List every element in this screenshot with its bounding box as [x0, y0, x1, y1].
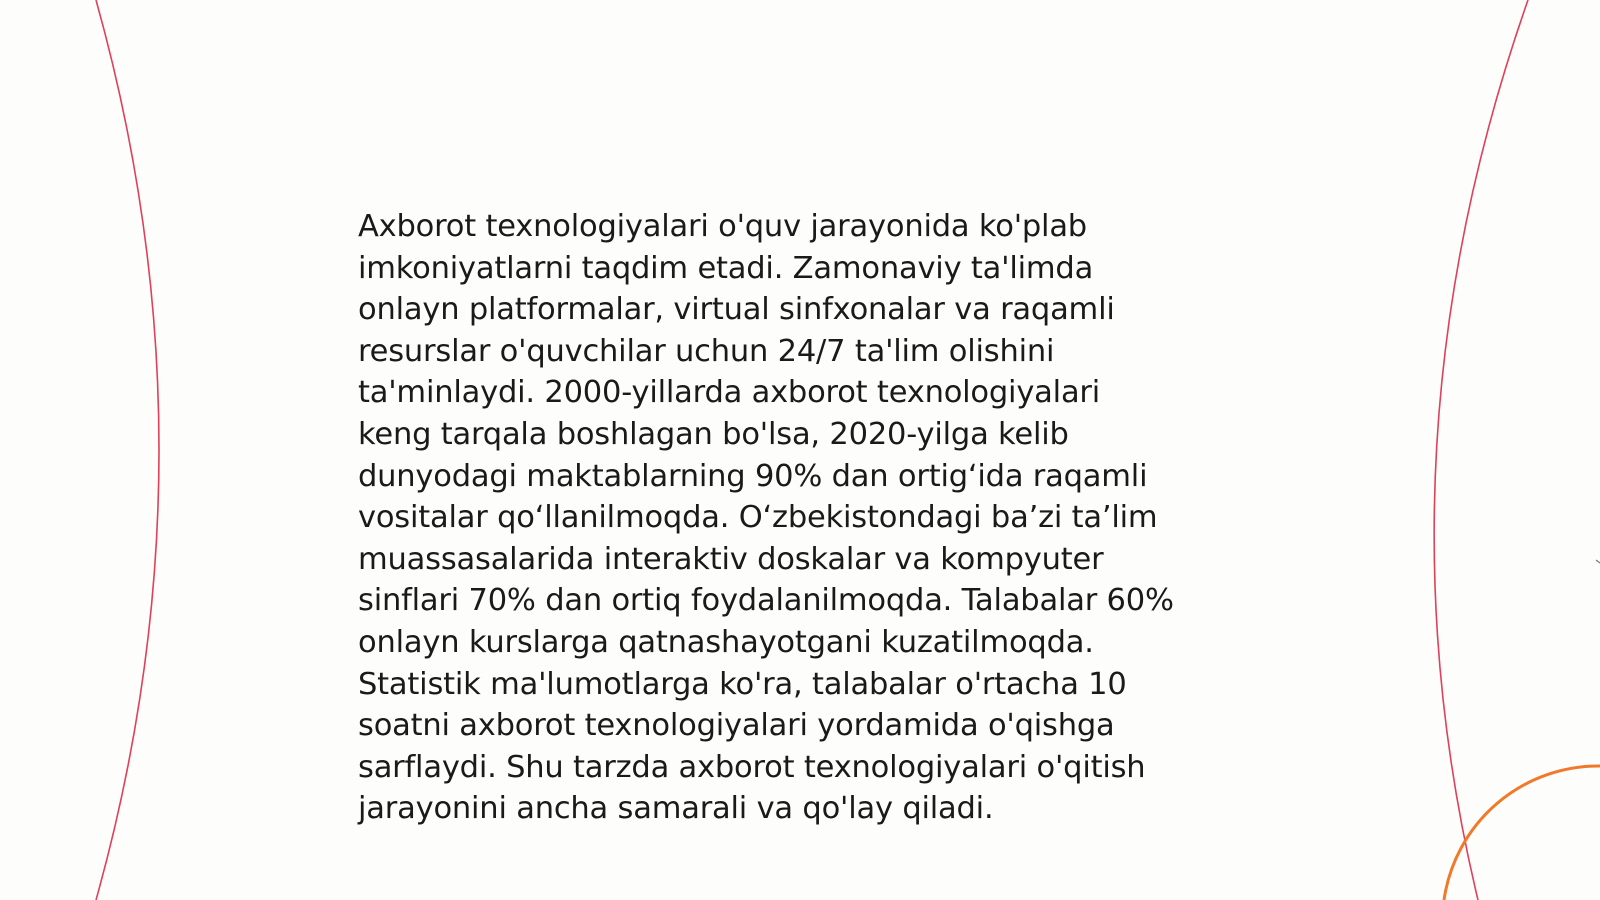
text-line: sinflari 70% dan ortiq foydalanilmoqda. Talabalar 60%: [358, 583, 1174, 619]
text-line: sarflaydi. Shu tarzda axborot texnologiyalari o'qitish: [358, 749, 1146, 785]
text-line: Axborot texnologiyalari o'quv jarayonida ko'plab: [358, 209, 1087, 244]
text-line: onlayn platformalar, virtual sinfxonalar va raqamli: [358, 292, 1115, 328]
orange-circle-arc: [1444, 766, 1600, 900]
text-line: vositalar qo‘llanilmoqda. O‘zbekistondagi ba’zi ta’lim: [358, 500, 1158, 536]
text-line: dunyodagi maktablarning 90% dan ortig‘ida raqamli: [358, 458, 1148, 494]
right-red-arc: [1434, 0, 1528, 900]
text-line: onlayn kurslarga qatnashayotgani kuzatilmoqda.: [358, 624, 1094, 660]
text-line: Statistik ma'lumotlarga ko'ra, talabalar o'rtacha 10: [358, 666, 1127, 702]
text-line: ta'minlaydi. 2000-yillarda axborot texnologiyalari: [358, 375, 1101, 411]
text-line: keng tarqala boshlagan bo'lsa, 2020-yilga kelib: [358, 416, 1069, 452]
text-line: imkoniyatlarni taqdim etadi. Zamonaviy ta'limda: [358, 250, 1094, 286]
text-line: resurslar o'quvchilar uchun 24/7 ta'lim olishini: [358, 333, 1055, 369]
left-red-arc: [96, 0, 159, 900]
body-paragraph: [358, 206, 1238, 830]
text-line: muassasalarida interaktiv doskalar va kompyuter: [358, 541, 1104, 577]
text-line: jarayonini ancha samarali va qo'lay qiladi.: [358, 791, 994, 827]
right-edge-tick: [1596, 560, 1600, 563]
text-line: soatni axborot texnologiyalari yordamida o'qishga: [358, 708, 1115, 744]
